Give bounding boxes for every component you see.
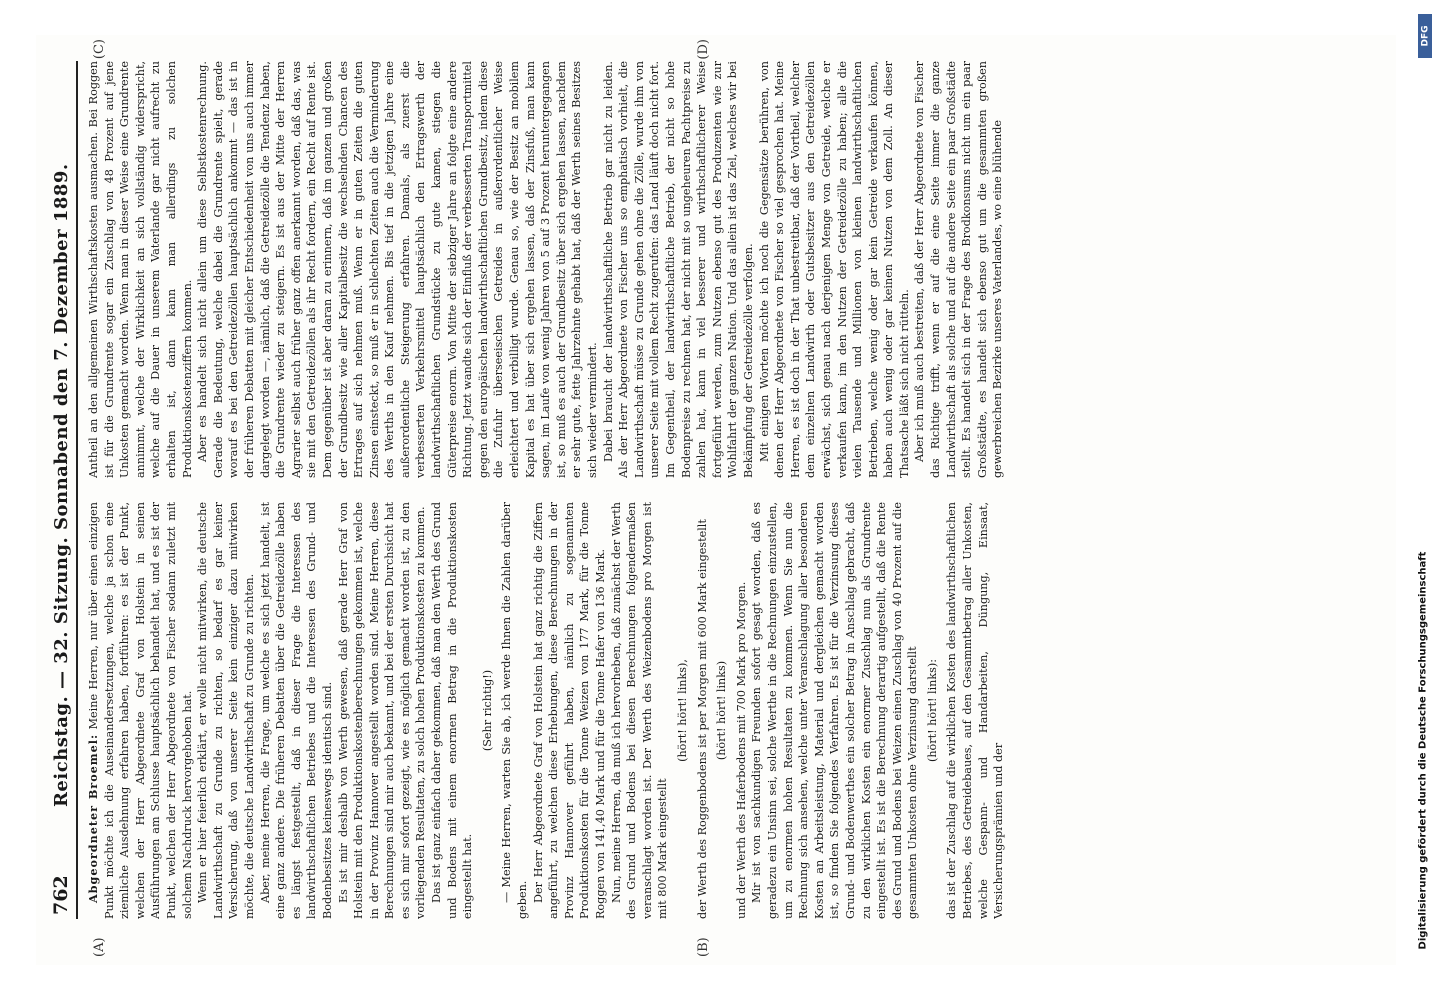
dfg-logo-text: DFG [1420, 25, 1431, 47]
paragraph: Mir ist von sachkundigen Freunden sofort gesagt worden, daß es geradezu ein Unsinn sei, solche Werthe in die Rechnungen einzustellen, um zu enormen hohen Resultaten zu kommen. Wenn Sie nun die Rechnung sich ansehen, welche unter Veranschlagung aller besonderen Kosten an Arbeitsleistung, Material und dergleichen gemacht worden ist, so finden Sie folgendes Verfahren. Es ist für die Verzinsung dieses Grund- und Bodenwerthes ein solcher Betrag in Anschlag gebracht, daß zu den wirklichen Kosten ein enormer Zuschlag nun als Grundrente eingestellt ist. Es ist die Berechnung derartig aufgestellt, daß die Rente des Grund und Bodens bei Weizen einen Zuschlag von 40 Prozent auf die gesammten Unkosten ohne Verzinsung darstellt [750, 502, 920, 919]
speaker-name: Abgeordneter Broemel: [86, 733, 100, 903]
paragraph: Aber, meine Herren, die Frage, um welche es sich jetzt handelt, ist eine ganz andere. Die früheren Debatten über die Getreidezölle haben es längst festgestellt, daß in dieser Frage die Interessen des landwirthschaftlichen Betriebes und die Interessen des Grund- und Bodenbesitzes keineswegs identisch sind. [258, 502, 334, 919]
paragraph: Mit einigen Worten möchte ich noch die Gegensätze berühren, von denen der Herr Abgeordnete von Fischer so viel gesprochen hat. Meine Herren, es ist doch in der That unbestreitbar, daß der Vortheil, welcher dem einzelnen Landwirth oder Gutsbesitzer aus den Getreidezöllen erwächst, sich genau nach derjenigen Menge von Getreide, welche er verkaufen kann, im den Nutzen der Getreidezölle zu haben; alle die vielen Tausende und Millionen von kleinen landwirthschaftlichen Betrieben, welche wenig oder gar kein Getreide verkaufen können, haben auch wenig oder gar keinen Nutzen von dem Zoll. An dieser Thatsache läßt sich nicht rütteln. [757, 61, 911, 478]
digitization-credit [1416, 500, 1430, 1000]
interjection: (hört! hört! links): [925, 658, 939, 763]
paragraph: Es ist mir deshalb von Werth gewesen, daß gerade Herr Graf von Holstein mit den Produktionskostenberechnungen gekommen ist, welche in der Provinz Hannover angestellt worden sind. Meine Herren, diese Berechnungen sind mir auch bekannt, und bei der ersten Durchsicht hat es sich mir sofort gezeigt, wie es möglich gemacht worden ist, zu den vorliegenden Resultaten, zu solch hohen Produktionskosten zu kommen. [336, 502, 428, 919]
page-title: Reichstag. — 32. Sitzung. Sonnabend den 7. Dezember 1889. [51, 163, 72, 808]
margin-letter-b: (B) [696, 937, 711, 957]
paragraph: — Meine Herren, warten Sie ab, ich werde Ihnen die Zahlen darüber geben. [500, 502, 530, 919]
right-column [86, 61, 1366, 478]
paragraph [86, 502, 195, 919]
page-number: 762 [50, 875, 72, 915]
paragraph: Aber ich muß auch bestreiten, daß der Herr Abgeordnete von Fischer das Richtige trifft, wenn er auf die eine Seite immer die ganze Landwirthschaft als solche und auf die andere Seite ein paar Großstädte stellt. Es handelt sich in der Frage des Brodkonsums nicht um ein paar Großstädte, es handelt sich ebenso gut um die gesammten großen gewerbreichen Bezirke unseres Vaterlandes, wo eine blühende [913, 61, 1005, 478]
paragraph-text: Meine Herren, nur über einen einzigen Punkt möchte ich die Auseinandersetzungen, welche ja schon eine ziemliche Ausdehnung erfahren haben, fortführen: es ist der Punkt, welchen der Herr Abgeordnete Graf von Holstein in seinen Ausführungen am Schlusse hauptsächlich behandelt hat, und es ist der Punkt, welchen der Herr Abgeordnete von Fischer sodann zuletzt mit solchem Nachdruck hervorgehoben hat. [87, 502, 194, 919]
paragraph: Der Herr Abgeordnete Graf von Holstein hat ganz richtig die Ziffern angeführt, zu welchen diese Erhebungen, diese Berechnungen in der Provinz Hannover geführt haben, nämlich zu sogenannten Produktionskosten für die Tonne Weizen von 177 Mark, für die Tonne Roggen von 141,40 Mark und für die Tonne Hafer von 136 Mark. [531, 502, 607, 919]
paragraph: Dabei braucht der landwirthschaftliche Betrieb gar nicht zu leiden. Als der Herr Abgeordnete von Fischer uns so emphatisch vorhielt, die Landwirthschaft müsse zu Grunde gehen ohne die Zölle, wurde ihm von unserer Seite mit vollem Recht zugerufen: das Land läuft doch nicht fort. Im Gegentheil, der landwirthschaftliche Betrieb, der nicht so hohe Bodenpreise zu rechnen hat, der nicht mit so ungeheuren Pachtpreise zu zahlen hat, kann in viel besserer und wirthschaftlicherer Weise fortgeführt werden, zum Nutzen ebenso gut des Produzenten wie zur Wohlfahrt der ganzen Nation. Und das allein ist das Ziel, welches wir bei Bekämpfung der Getreidezölle verfolgen. [601, 61, 755, 478]
left-column [86, 502, 1366, 919]
paragraph: Aber es handelt sich nicht allein um diese Selbstkostenrechnung. Gerade die Bedeutung, welche dabei die Grundrente spielt, gerade worauf es bei den Getreidezöllen hauptsächlich ankommt — das ist in der früheren Debatten mit gleicher Entschiedenheit von uns auch immer dargelegt worden —, nämlich, daß die Getreidezölle die Tendenz haben, die Grundrente wieder zu steigern. Es ist aus der Mitte der Herren Agrarier selbst auch früher ganz offen anerkannt worden, daß das, was sie mit den Getreidezöllen als ihr Recht fordern, ein Recht auf Rente ist. Dem gegenüber ist aber daran zu erinnern, daß im ganzen und großen der Grundbesitz wie aller Kapitalbesitz die wechselnden Chancen des Ertrages auf sich nehmen muß. Wenn er in guten Zeiten die guten Zinsen einsteckt, so muß er in schlechten Zeiten auch die Verminderung des Werths in den Kauf nehmen. Bis tief in die jetzigen Jahre eine außerordentliche Steigerung erfahren. Damals, als zuerst die verbesserten Verkehrsmittel hauptsächlich den Ertragswerth der landwirthschaftlichen Grundstücke zu gute kamen, stiegen die Güterpreise enorm. Von Mitte der siebziger Jahre an folgte eine andere Richtung. Jetzt wandte sich der Einfluß der verbesserten Transportmittel gegen den europäischen landwirthschaftlichen Grundbesitz, indem diese die Zufuhr überseeischen Getreides in außerordentlicher Weise erleichtert und verbilligt wurde. Genau so, wie der Besitz an mobilem Kapital es hat über sich ergehen lassen, daß der Zinsfuß, man kann sagen, im Laufe von wenig Jahren von 5 auf 3 Prozent heruntergegangen ist, so muß es auch der Grundbesitz über sich ergehen lassen, nachdem er sehr gute, fette Jahrzehnte gehabt hat, daß der Werth seines Besitzes sich wieder vermindert. [196, 61, 599, 478]
paragraph: Wenn er hier feierlich erklärt, er wolle nicht mitwirken, die deutsche Landwirthschaft zu Grunde zu richten, so bedarf es gar keiner Versicherung, daß von unserer Seite kein einziger dazu mitwirken möchte, die deutsche Landwirthschaft zu Grunde zu richten. [196, 502, 256, 919]
paragraph: und der Werth des Haferbodens mit 700 Mark pro Morgen. [734, 581, 748, 919]
margin-letter-a: (A) [92, 937, 107, 957]
paragraph: Antheil an den allgemeinen Wirthschaftskosten ausmachen. Bei Roggen ist für die Grundrente sogar ein Zuschlag von 48 Prozent auf jene Unkosten gemacht worden. Wenn man in dieser Weise eine Grundrente annimmt, welche der Wirklichkeit an sich vollständig widerspricht, welche auf die Dauer in unserem Vaterlande gar nicht aufrecht zu erhalten ist, dann kann man allerdings zu solchen Produktionskostenziffern kommen. [87, 61, 194, 478]
running-head [50, 61, 78, 919]
dfg-logo [1418, 14, 1432, 58]
paragraph: das ist der Zuschlag auf die wirklichen Kosten des landwirthschaftlichen Betriebes, des Getreidebaues, auf den Gesammtbetrag aller Unkosten, welche Gespann- und Handarbeiten, Düngung, Einsaat, Versicherungsprämien und der [945, 502, 1006, 919]
interjection: (Sehr richtig!) [480, 669, 494, 752]
document-page [36, 35, 1396, 965]
interjection: (hört! hört! links) [715, 660, 729, 761]
interjection: (hört! hört! links), [675, 659, 689, 762]
text-columns [86, 39, 1366, 957]
paragraph: Nun, meine Herren, da muß ich hervorheben, daß zunächst der Werth des Grund und Bodens bei diesen Berechnungen folgendermaßen veranschlagt worden ist. Der Werth des Weizenbodens pro Morgen ist mit 800 Mark eingestellt [609, 502, 670, 919]
digitization-credit-text: Digitalisierung gefördert durch die Deutsche Forschungsgemeinschaft [1417, 551, 1429, 949]
margin-letter-d: (D) [696, 39, 711, 60]
paragraph: Das ist ganz einfach daher gekommen, daß man den Werth des Grund und Bodens mit einem enormen Betrag in die Produktionskosten eingestellt hat. [430, 502, 475, 919]
paragraph: der Werth des Roggenbodens ist per Morgen mit 600 Mark eingestellt [695, 519, 709, 919]
margin-letter-c: (C) [92, 39, 107, 60]
